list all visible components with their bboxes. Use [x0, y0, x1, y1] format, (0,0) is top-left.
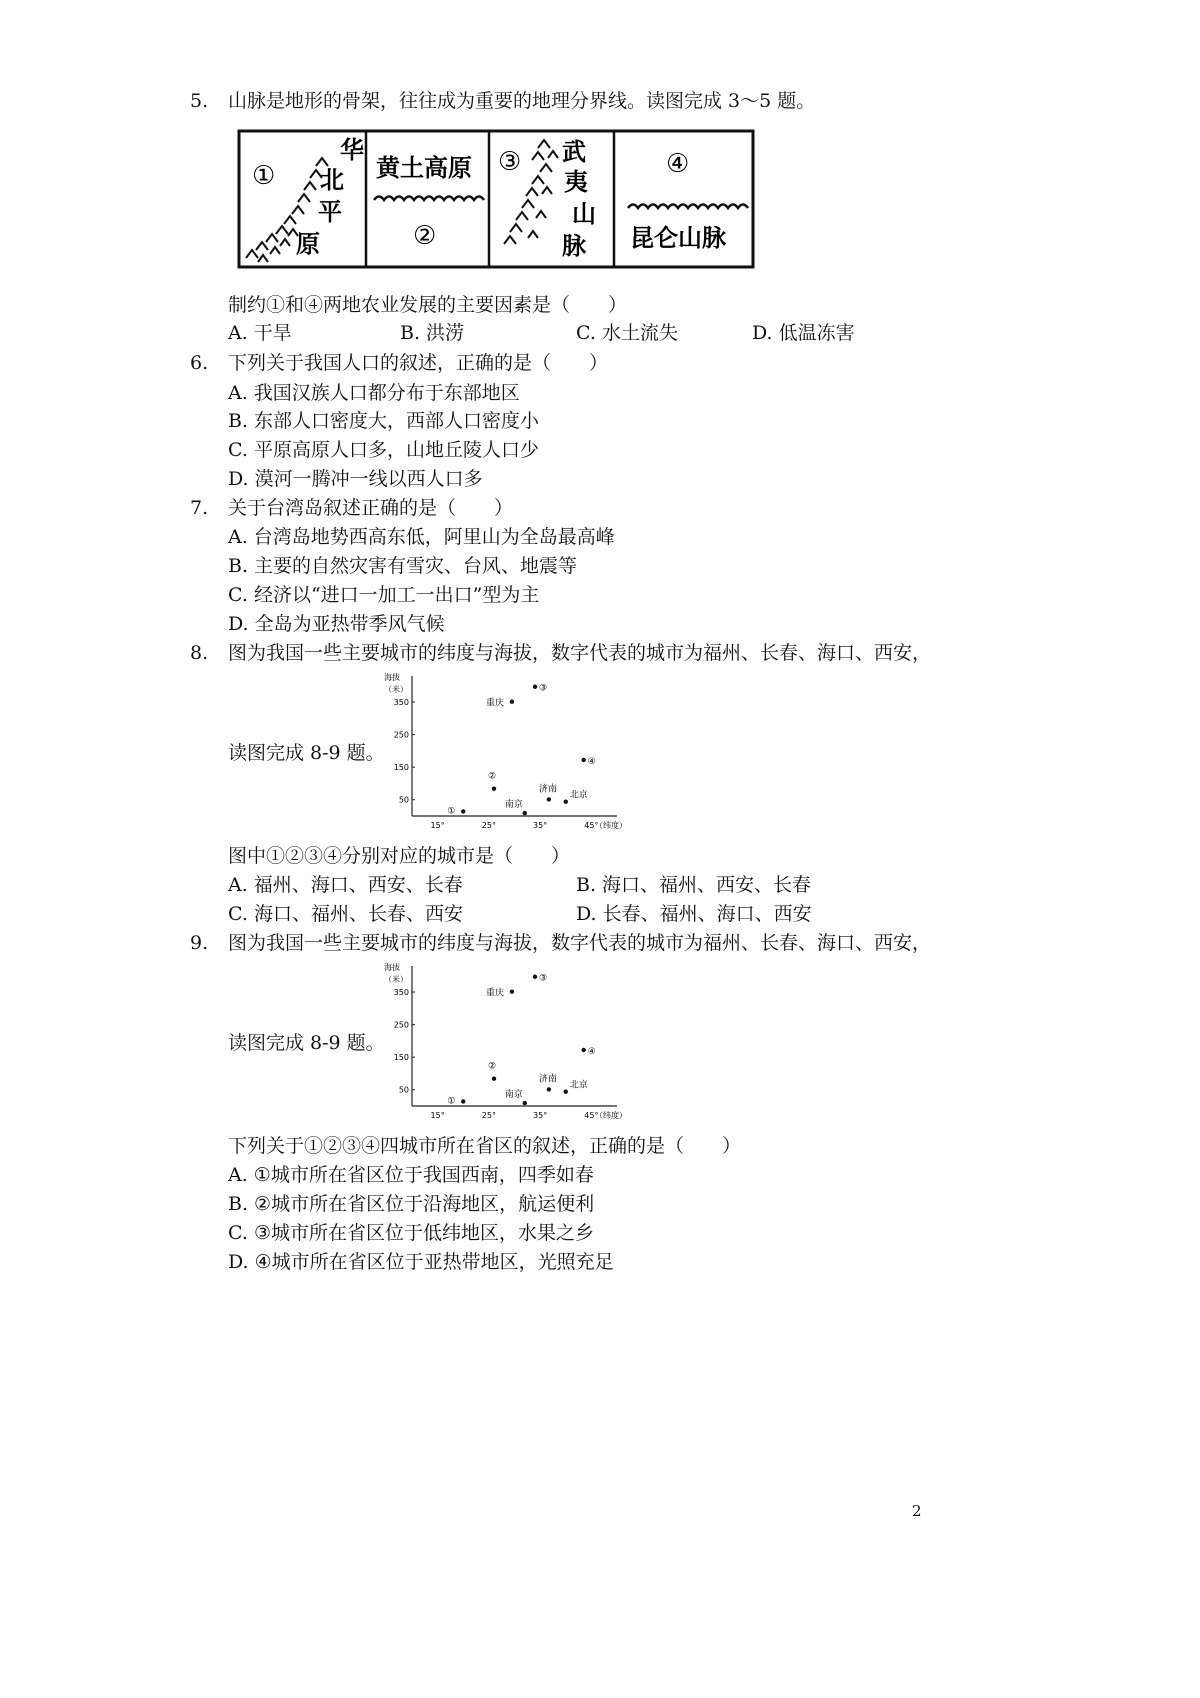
- data-point: [510, 990, 514, 994]
- panel1-label-char: 北: [320, 166, 344, 194]
- panel3-label-char: 山: [572, 200, 596, 228]
- scatter-chart-q9: [382, 958, 652, 1132]
- panel3-label-char: 夷: [564, 168, 588, 196]
- point-label: ②: [488, 1061, 497, 1072]
- point-label: ③: [539, 973, 548, 984]
- question-number: 7.: [190, 497, 209, 519]
- read-instruction: 读图完成 8-9 题。: [228, 1032, 385, 1054]
- option-a: A. ①城市所在省区位于我国西南，四季如春: [228, 1164, 594, 1186]
- read-instruction: 读图完成 8-9 题。: [228, 742, 385, 764]
- data-point: [492, 1076, 496, 1080]
- option-c: C. 平原高原人口多，山地丘陵人口少: [228, 439, 539, 461]
- page-number: 2: [912, 1502, 922, 1520]
- x-tick-label: 15°: [430, 1111, 445, 1120]
- data-point: [547, 797, 551, 801]
- x-tick-label: 25°: [481, 821, 496, 830]
- question-text: 下列关于①②③④四城市所在省区的叙述，正确的是（ ）: [228, 1135, 742, 1157]
- panel2-label: 黄土高原: [376, 154, 472, 182]
- y-tick-label: 350: [393, 698, 409, 708]
- option-b: B. 主要的自然灾害有雪灾、台风、地震等: [228, 555, 578, 577]
- data-point: [492, 786, 496, 790]
- option-d: D. 长春、福州、海口、西安: [576, 903, 812, 925]
- panel4-label: 昆仑山脉: [630, 224, 726, 252]
- question-number: 9.: [190, 932, 209, 954]
- option-b: B. 东部人口密度大，西部人口密度小: [228, 410, 540, 432]
- scatter-chart-svg: [382, 958, 652, 1128]
- panel3-mark: ③: [498, 147, 522, 177]
- panel2-mark: ②: [413, 221, 437, 251]
- question-text: 图中①②③④分别对应的城市是（ ）: [228, 845, 571, 867]
- question-stem: 下列关于我国人口的叙述，正确的是（ ）: [228, 352, 609, 374]
- point-label: ③: [539, 683, 548, 694]
- x-tick-label: 15°: [430, 821, 445, 830]
- option-c: C. 海口、福州、长春、西安: [228, 903, 463, 925]
- data-point: [523, 1101, 527, 1105]
- question-stem: 图为我国一些主要城市的纬度与海拔，数字代表的城市为福州、长春、海口、西安，: [228, 642, 932, 664]
- panel3-label-char: 脉: [562, 232, 586, 260]
- point-label: 北京: [569, 1080, 588, 1091]
- option-a: A. 台湾岛地势西高东低，阿里山为全岛最高峰: [228, 526, 615, 548]
- point-label: ①: [447, 1096, 456, 1107]
- point-label: 南京: [504, 800, 523, 811]
- x-tick-label: 35°: [533, 821, 548, 830]
- question-stem: 关于台湾岛叙述正确的是（ ）: [228, 497, 514, 519]
- y-tick-label: 150: [393, 763, 409, 773]
- panel1-label-char: 原: [296, 230, 320, 258]
- option-d: D. 全岛为亚热带季风气候: [228, 613, 445, 635]
- y-tick-label: 50: [398, 795, 409, 805]
- data-point: [581, 758, 585, 762]
- question-text: 制约①和④两地农业发展的主要因素是（ ）: [228, 294, 628, 316]
- data-point: [547, 1087, 551, 1091]
- y-axis-label: （米）: [384, 685, 408, 694]
- panel1-mark: ①: [252, 161, 276, 191]
- x-tick-label: 45°: [584, 1111, 599, 1120]
- point-label: ④: [587, 1047, 596, 1057]
- data-point: [564, 1089, 568, 1093]
- point-label: ②: [488, 771, 497, 782]
- y-axis-label: （米）: [384, 975, 408, 984]
- y-axis-label: 海拔: [384, 963, 400, 972]
- y-tick-label: 350: [393, 988, 409, 998]
- question-stem: 山脉是地形的骨架，往往成为重要的地理分界线。读图完成 3～5 题。: [228, 90, 816, 112]
- option-b: B. 洪涝: [400, 322, 465, 344]
- option-b: B. ②城市所在省区位于沿海地区，航运便利: [228, 1193, 595, 1215]
- data-point: [581, 1048, 585, 1052]
- option-b: B. 海口、福州、西安、长春: [576, 874, 812, 896]
- option-a: A. 干旱: [228, 322, 292, 344]
- panel1-label-char: 平: [318, 198, 342, 226]
- point-label: ④: [587, 757, 596, 767]
- x-axis-label: （纬度）: [595, 821, 627, 830]
- point-label: ①: [447, 806, 456, 817]
- x-tick-label: 25°: [481, 1111, 496, 1120]
- scatter-chart-svg: [382, 668, 652, 838]
- data-point: [510, 700, 514, 704]
- y-axis-label: 海拔: [384, 673, 400, 682]
- option-c: C. 经济以“进口一加工一出口”型为主: [228, 584, 540, 606]
- option-c: C. ③城市所在省区位于低纬地区，水果之乡: [228, 1222, 594, 1244]
- question-stem: 图为我国一些主要城市的纬度与海拔，数字代表的城市为福州、长春、海口、西安，: [228, 932, 932, 954]
- option-a: A. 我国汉族人口都分布于东部地区: [228, 382, 520, 404]
- data-point: [564, 799, 568, 803]
- point-label: 重庆: [485, 988, 504, 999]
- option-d: D. 漠河一腾冲一线以西人口多: [228, 468, 483, 490]
- scatter-chart-q8: [382, 668, 652, 842]
- x-tick-label: 35°: [533, 1111, 548, 1120]
- point-label: 南京: [504, 1090, 523, 1101]
- mountain-figure-svg: [236, 128, 756, 272]
- question-number: 6.: [190, 352, 209, 374]
- point-label: 重庆: [485, 698, 504, 709]
- data-point: [461, 809, 465, 813]
- point-label: 济南: [538, 784, 557, 795]
- y-tick-label: 250: [393, 1020, 409, 1030]
- option-c: C. 水土流失: [576, 322, 678, 344]
- y-tick-label: 150: [393, 1053, 409, 1063]
- x-tick-label: 45°: [584, 821, 599, 830]
- mountain-figure: [236, 128, 756, 276]
- option-d: D. 低温冻害: [752, 322, 855, 344]
- y-tick-label: 250: [393, 730, 409, 740]
- y-tick-label: 50: [398, 1085, 409, 1095]
- question-number: 5.: [190, 90, 209, 112]
- question-number: 8.: [190, 642, 209, 664]
- data-point: [533, 975, 537, 979]
- x-axis-label: （纬度）: [595, 1111, 627, 1120]
- option-d: D. ④城市所在省区位于亚热带地区，光照充足: [228, 1251, 614, 1273]
- panel1-label-char: 华: [340, 136, 364, 164]
- panel4-mark: ④: [666, 149, 690, 179]
- point-label: 北京: [569, 790, 588, 801]
- data-point: [461, 1099, 465, 1103]
- panel3-label-char: 武: [562, 138, 586, 166]
- data-point: [533, 685, 537, 689]
- data-point: [523, 811, 527, 815]
- point-label: 济南: [538, 1074, 557, 1085]
- option-a: A. 福州、海口、西安、长春: [228, 874, 463, 896]
